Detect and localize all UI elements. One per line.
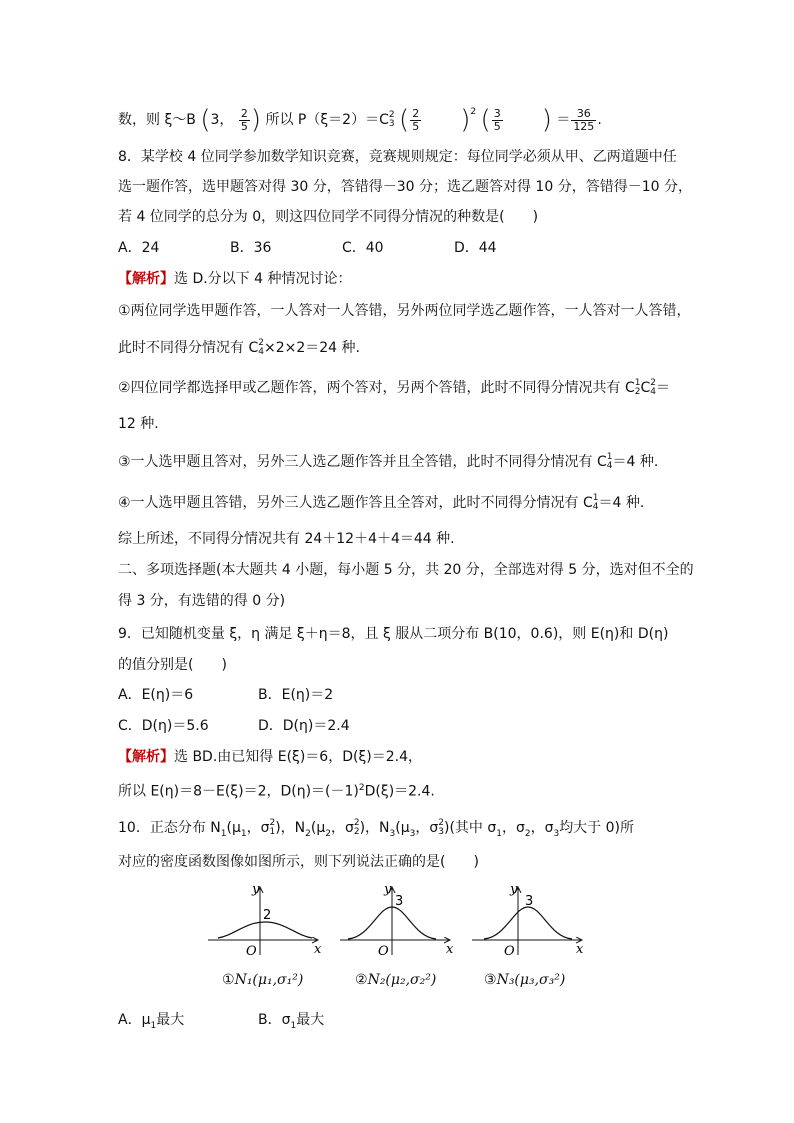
- solution-9-line-2: 所以 E(η)＝8－E(ξ)＝2，$D(\eta)=(-1)^2D(\xi)=2.4$.: [118, 783, 435, 800]
- case-1-line-1: ①两位同学选甲题作答，一人答对一人答错，另外两位同学选乙题作答，一人答对一人答错，: [118, 303, 691, 319]
- origin-label: O: [246, 944, 257, 959]
- option-c: C．D(η)＝5.6: [118, 718, 209, 734]
- case-1-line-2: 此时不同得分情况有 C 2 4 ×2×2＝24 种.: [118, 338, 360, 357]
- question-10-line-1: 10．正态分布 $N_1(\mu_1$，σ 2 1 )，$N_2(\mu_2$，σ 2 2 )，$N_3(\mu_3$，σ 2 3 )(其中 $\sigma_1$，$\sigma_2$，$\sigma_3$均大于 0)所: [118, 818, 635, 839]
- section-2-line-2: 得 3 分，有选错的得 0 分): [118, 593, 286, 609]
- option-a: A．E(η)＝6: [118, 687, 194, 703]
- option-b: B．E(η)＝2: [258, 687, 334, 703]
- option-c: C．40: [342, 240, 384, 256]
- origin-label: O: [378, 944, 389, 959]
- y-label: y: [384, 882, 392, 897]
- peak-label-3: 3: [525, 894, 534, 909]
- caption-1: ①N₁(μ₁,σ₁²): [222, 972, 304, 988]
- caption-2: ②N₂(μ₂,σ₂²): [355, 972, 437, 988]
- peak-label-1: 2: [263, 908, 272, 923]
- case-2-line-1: ②四位同学都选择甲或乙题作答，两个答对，另两个答错，此时不同得分情况共有 C 1 2 C 2 4 ＝: [118, 378, 671, 397]
- density-curves-figure: [200, 875, 600, 995]
- peak-label-2: 3: [395, 894, 404, 909]
- solution-8-intro: 【解析】选 D.分以下 4 种情况讨论：: [118, 271, 352, 287]
- option-b: B．$\sigma_1$最大: [258, 1012, 325, 1031]
- binomial-probability-line: 数，则 ξ～B (3， $\frac{2}{5}$ ) 所以 P（ξ＝2）＝C 2 3 ( $\frac{2}{5}$ )$^2$ ( $\frac{3}{5}$ ) ＝ $\frac{36}{125}$ .: [118, 105, 602, 135]
- x-label: x: [576, 942, 584, 957]
- fraction: $\frac{3}{5}$: [493, 106, 501, 133]
- question-9-line-1: 9．已知随机变量 ξ，η 满足 ξ＋η＝8，且 ξ 服从二项分布 B(10，0.6)，则 E(η)和 D(η): [118, 626, 669, 642]
- section-2-line-1: 二、多项选择题(本大题共 4 小题，每小题 5 分，共 20 分，全部选对得 5 分，选对但不全的: [118, 562, 694, 578]
- option-d: D．D(η)＝2.4: [258, 718, 350, 734]
- text: 数，则 ξ～B: [118, 112, 196, 128]
- y-label: y: [252, 882, 260, 897]
- solution-tag: 【解析】: [118, 271, 174, 287]
- fraction: $\frac{2}{5}$: [412, 106, 420, 133]
- y-label: y: [510, 882, 518, 897]
- solution-8-summary: 综上所述，不同得分情况共有 24＋12＋4＋4＝44 种.: [118, 531, 455, 547]
- curve-3: [484, 907, 572, 939]
- x-label: x: [314, 942, 322, 957]
- graph-3: [472, 882, 584, 959]
- solution-tag: 【解析】: [118, 749, 174, 765]
- question-10-line-2: 对应的密度函数图像如图所示，则下列说法正确的是( ): [118, 854, 479, 870]
- option-b: B．36: [230, 240, 272, 256]
- solution-9-line-1: 【解析】选 BD.由已知得 E(ξ)＝6，D(ξ)＝2.4，: [118, 749, 422, 765]
- question-9-options-cd: [118, 716, 350, 736]
- text: 3，: [210, 112, 234, 128]
- case-4: ④一人选甲题且答错，另外三人选乙题作答且全答对，此时不同得分情况有 C 1 4 ＝4 种.: [118, 493, 645, 512]
- graph-1: [208, 882, 322, 959]
- option-a: A．24: [118, 240, 160, 256]
- curve-1: [218, 922, 312, 938]
- question-9-line-2: 的值分别是( ): [118, 657, 227, 673]
- question-8-line-3: 若 4 位同学的总分为 0，则这四位同学不同得分情况的种数是( ): [118, 209, 539, 225]
- option-a: A．$\mu_1$最大: [118, 1012, 185, 1031]
- question-8-line-1: 8．某学校 4 位同学参加数学知识竞赛，竞赛规则规定：每位同学必须从甲、乙两道题中任: [118, 149, 677, 165]
- case-2-line-2: 12 种.: [118, 416, 159, 432]
- x-label: x: [446, 942, 454, 957]
- question-8-line-2: 选一题作答，选甲题答对得 30 分，答错得－30 分；选乙题答对得 10 分，答错得－10 分，: [118, 179, 692, 195]
- origin-label: O: [504, 944, 515, 959]
- text: 所以 P（ξ＝2）＝C: [265, 112, 389, 128]
- question-8-options: [118, 238, 497, 258]
- caption-3: ③N₃(μ₃,σ₃²): [484, 972, 566, 988]
- graph-2: [340, 882, 454, 959]
- option-d: D．44: [454, 240, 497, 256]
- fraction: $\frac{36}{125}$: [573, 106, 595, 133]
- question-10-options: [118, 1010, 324, 1036]
- fraction: $\frac{2}{5}$: [240, 106, 248, 133]
- question-9-options-ab: [118, 685, 333, 705]
- case-3: ③一人选甲题且答对，另外三人选乙题作答并且全答错，此时不同得分情况有 C 1 4 ＝4 种.: [118, 452, 659, 471]
